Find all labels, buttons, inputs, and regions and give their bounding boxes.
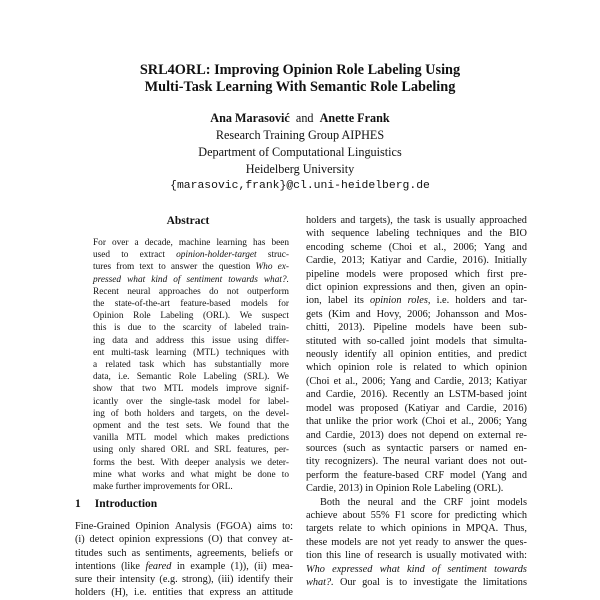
right-column-line: and Cardie, 2013) does not depend on external re- (306, 429, 527, 441)
right-column-line: dict opinion expressions and then, given an opin- (306, 282, 527, 294)
section-heading (75, 498, 157, 510)
author-2: Anette Frank (319, 111, 390, 125)
abstract-line: pressed what kind of sentiment towards what?. (93, 274, 289, 285)
intro-line: sure their intensity (e.g. strong), (iii) identify their (75, 574, 293, 586)
right-column-line: pipeline models were proposed which first pre- (306, 268, 527, 280)
right-column-line: tity recognizers). The neural variant does not out- (306, 456, 527, 468)
right-column-line: tion this line of research is usually motivated with: (306, 550, 527, 562)
title-line-1: SRL4ORL: Improving Opinion Role Labeling Using (139, 62, 461, 78)
right-column-line: model was proposed (Katiyar and Cardie, 2016) (306, 402, 527, 414)
right-column-line: Both the neural and the CRF joint models (320, 496, 527, 508)
abstract-heading: Abstract (166, 215, 210, 227)
author-block (100, 110, 500, 195)
abstract-line: mine what works and what might be done to (93, 469, 289, 480)
right-column-line: achieve about 55% F1 score for predicting which (306, 509, 527, 521)
intro-line: intentions (like feared in example (1)), (ii) mea- (75, 560, 293, 572)
right-column-line: what?. Our goal is to investigate the limitations (306, 576, 527, 588)
title-line-2: Multi-Task Learning With Semantic Role Labeling (144, 79, 456, 95)
right-column-line: (Choi et al., 2006; Yang and Cardie, 2013; Katiyar (306, 375, 527, 387)
right-column-line: these models are not yet ready to answer the ques- (306, 536, 527, 548)
abstract-line: ing of both holders and targets, on the devel- (93, 408, 289, 419)
abstract-line: opment and the test sets. We found that the (93, 421, 289, 432)
right-column-line: with sequence labeling techniques and the BIO (306, 228, 527, 240)
abstract-line: For over a decade, machine learning has been (93, 238, 289, 248)
right-column-line: and Cardie, 2016). Recently an LSTM-based joint (306, 389, 527, 401)
abstract-line: make further improvements for ORL. (93, 482, 233, 493)
abstract-line: vanilla MTL model which makes predictions (93, 433, 289, 444)
section-number: 1 (75, 498, 81, 510)
intro-line: holders (H), i.e. entities that express an attitude (75, 587, 293, 599)
intro-line: titudes such as sentiments, agreements, beliefs or (75, 547, 293, 559)
abstract-line: this is due to the scarcity of labeled train- (93, 323, 289, 334)
affiliation-line-3: Heidelberg University (245, 162, 355, 176)
abstract-line: ent multi-task learning (MTL) techniques with (93, 347, 289, 358)
abstract-line: show that two MTL models improve signif- (93, 384, 289, 395)
right-column-line: encoding scheme (Choi et al., 2006; Yang and (306, 241, 527, 253)
abstract-line: forms the best. With deeper analysis we deter- (93, 457, 289, 468)
abstract-body (93, 237, 289, 493)
abstract-line: used to extract opinion-holder-target struc- (93, 250, 289, 261)
section-title: Introduction (94, 498, 158, 510)
author-names (100, 110, 500, 127)
abstract-line: Opinion Role Labeling (ORL). We suspect (93, 311, 289, 322)
right-column-line: which opinion role is related to which opinion (306, 362, 527, 374)
right-column-line: stituted with so-called joint models that simulta- (306, 335, 527, 347)
abstract-line: data, i.e. Semantic Role Labeling (SRL). We (93, 372, 289, 383)
abstract-line: icantly over the single-task model for label- (93, 396, 289, 407)
right-column-line: targets relate to which opinions in MPQA. Thus, (306, 523, 527, 535)
right-column-line: holders and targets), the task is usually approached (306, 215, 527, 226)
author-conjunction: and (295, 111, 314, 125)
author-email: {marasovic,frank}@cl.uni-heidelberg.de (170, 180, 430, 192)
right-column-line: Cardie, 2013) in Opinion Role Labeling (ORL). (306, 483, 504, 495)
abstract-line: a related task which has substantially more (93, 360, 289, 371)
right-column-line: ion, label its opinion roles, i.e. holders and tar- (306, 295, 527, 307)
right-column-line: gets (Kim and Hovy, 2006; Johansson and Mos- (306, 308, 527, 320)
abstract-line: using only shared ORL and SRL features, per- (93, 445, 289, 456)
abstract-line: ing data and address this issue using differ- (93, 335, 289, 346)
right-column-line: perform the feature-based CRF model (Yang and (306, 469, 527, 481)
intro-body (75, 520, 293, 600)
affiliation-line-2: Department of Computational Linguistics (198, 145, 402, 159)
intro-line: (i) detect opinion expressions (O) that convey at- (75, 534, 293, 546)
right-column-body (306, 214, 527, 589)
paper-title (60, 62, 540, 96)
right-column-line: sources (such as syntactic parsers or named en- (306, 442, 527, 454)
right-column-line: neously identify all opinion entities, and predict (306, 349, 527, 361)
author-1: Ana Marasović (210, 111, 290, 125)
right-column-line: Who expressed what kind of sentiment towards (306, 563, 527, 575)
intro-line: Fine-Grained Opinion Analysis (FGOA) aims to: (75, 521, 293, 532)
right-column-line: that unlike the prior work (Choi et al., 2006; Yang (306, 416, 527, 428)
right-column-line: Cardie, 2013; Katiyar and Cardie, 2016). Initially (306, 255, 527, 267)
abstract-line: tures from text to answer the question Who ex- (93, 262, 289, 273)
abstract-line: Recent neural approaches do not outperform (93, 286, 289, 297)
affiliation-line-1: Research Training Group AIPHES (215, 128, 385, 142)
abstract-line: the state-of-the-art feature-based models for (93, 299, 289, 310)
right-column-line: chitti, 2013). Pipeline models have been sub- (306, 322, 527, 334)
